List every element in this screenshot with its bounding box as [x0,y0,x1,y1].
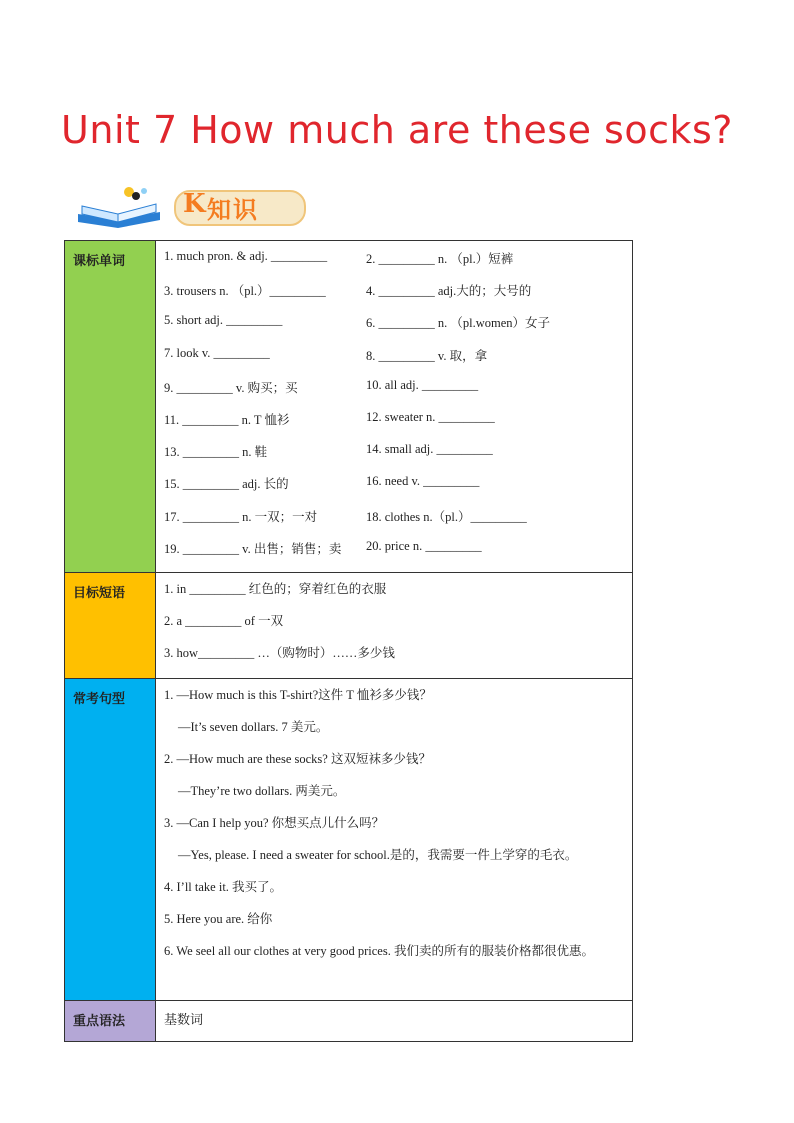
grammar-text: 基数词 [164,1013,204,1028]
sentence-item: 1. —How much is this T-shirt?这件 T 恤衫多少钱？ [164,688,432,702]
vocab-item: 16. need v. _________ [366,474,480,489]
sentence-item: 6. We seel all our clothes at very good prices. 我们卖的所有的服装价格都很优惠。 [164,944,594,958]
phrase-item: 1. in _________ 红色的；穿着红色的衣服 [164,582,387,596]
category-sentences: 常考句型 [65,679,156,1001]
badge-text: 知识 [207,196,259,224]
vocab-item: 3. trousers n. （pl.）_________ [164,284,326,299]
grammar-section [65,1001,633,1042]
vocab-list [156,241,633,573]
vocab-item: 2. _________ n. （pl.）短裤 [366,252,514,266]
vocab-item: 6. _________ n. （pl.women）女子 [366,316,551,331]
vocab-item: 9. _________ v. 购买；买 [164,380,298,395]
vocab-row [164,402,628,434]
category-vocab: 课标单词 [65,241,156,573]
phrases-section [65,573,633,679]
vocab-section [65,241,633,573]
vocab-item: 13. _________ n. 鞋 [164,445,268,460]
vocab-item: 10. all adj. _________ [366,377,479,392]
sentence-item: —It’s seven dollars. 7 美元。 [178,720,329,734]
knowledge-badge [74,184,314,230]
vocab-item: 8. _________ v. 取，拿 [366,348,488,363]
vocab-item: 4. _________ adj.大的；大号的 [366,284,532,299]
phrase-list [156,573,633,679]
vocab-row [164,499,628,531]
vocab-row [164,370,628,402]
vocab-item: 19. _________ v. 出售；销售；卖 [164,541,342,556]
vocab-row [164,338,628,370]
phrase-item: 2. a _________ of 一双 [164,614,284,628]
grammar-content [156,1001,633,1042]
sentence-list [156,679,633,1001]
vocab-item: 1. much pron. & adj. _________ [164,249,328,263]
vocab-item: 12. sweater n. _________ [366,409,495,424]
page-title: Unit 7 How much are these socks? [61,108,733,152]
vocab-item: 14. small adj. _________ [366,442,493,457]
sentence-item: —They’re two dollars. 两美元。 [178,784,346,798]
vocab-item: 11. _________ n. T 恤衫 [164,412,290,427]
sentence-item: 5. Here you are. 给你 [164,912,273,926]
knowledge-table [64,240,633,1042]
vocab-item: 7. look v. _________ [164,345,270,360]
sentence-item: 4. I’ll take it. 我买了。 [164,880,283,894]
sentences-section [65,679,633,1001]
vocab-item: 20. price n. _________ [366,538,482,553]
vocab-item: 17. _________ n. 一双；一对 [164,509,318,524]
vocab-row [164,241,628,273]
vocab-row [164,466,628,498]
sentence-item: 3. —Can I help you? 你想买点儿什么吗？ [164,816,385,830]
vocab-item: 18. clothes n.（pl.）_________ [366,509,527,524]
category-grammar: 重点语法 [65,1001,156,1042]
badge-letter: K [183,189,206,219]
vocab-row [164,305,628,337]
sentence-item: —Yes, please. I need a sweater for school.是的，我需要一件上学穿的毛衣。 [178,848,578,862]
vocab-row [164,434,628,466]
sentence-item: 2. —How much are these socks? 这双短袜多少钱？ [164,752,431,766]
phrase-item: 3. how_________ …（购物时）……多少钱 [164,646,395,660]
category-phrases: 目标短语 [65,573,156,679]
vocab-item: 5. short adj. _________ [164,313,283,328]
vocab-row [164,273,628,305]
vocab-row [164,531,628,563]
vocab-item: 15. _________ adj. 长的 [164,477,289,492]
open-book-icon [74,184,174,230]
